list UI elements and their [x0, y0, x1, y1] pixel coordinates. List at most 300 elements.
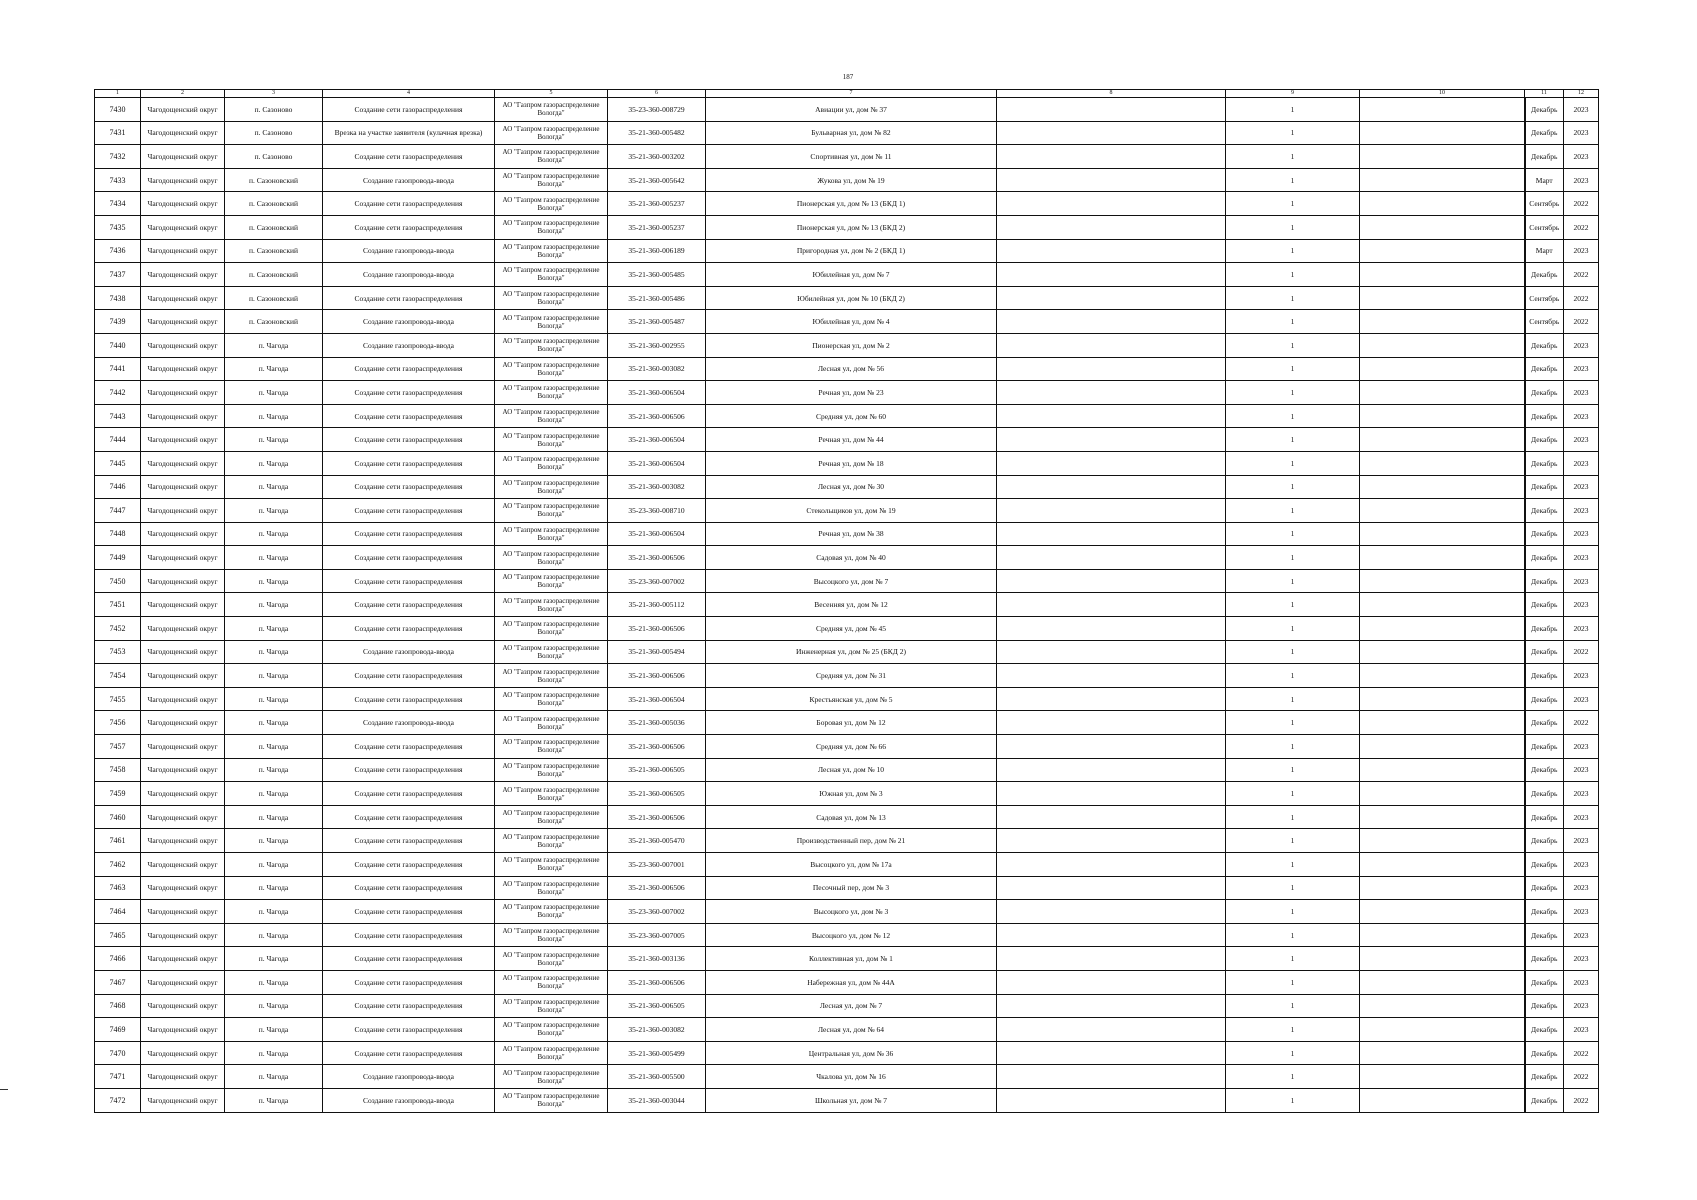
quantity-cell: 1 — [1226, 1065, 1360, 1089]
empty-cell — [997, 475, 1226, 499]
row-number-cell: 7468 — [95, 994, 141, 1018]
table-row — [95, 617, 1599, 641]
district-cell: Чагодощенский округ — [141, 617, 225, 641]
district-cell: Чагодощенский округ — [141, 428, 225, 452]
empty-cell — [997, 569, 1226, 593]
settlement-cell: п. Чагода — [225, 970, 323, 994]
address-cell: Юбилейная ул, дом № 7 — [706, 263, 997, 287]
work-type-cell: Создание сети газораспределения — [323, 404, 495, 428]
district-cell: Чагодощенский округ — [141, 970, 225, 994]
quantity-cell: 1 — [1226, 876, 1360, 900]
row-number-cell: 7461 — [95, 829, 141, 853]
empty-cell — [997, 782, 1226, 806]
empty-cell — [1360, 664, 1525, 688]
column-number-header: 8 — [997, 90, 1226, 98]
cadastral-number-cell: 35-21-360-006505 — [608, 782, 706, 806]
district-cell: Чагодощенский округ — [141, 994, 225, 1018]
address-cell: Речная ул, дом № 38 — [706, 522, 997, 546]
organization-cell: АО "Газпром газораспределение Вологда" — [495, 923, 608, 947]
district-cell: Чагодощенский округ — [141, 711, 225, 735]
settlement-cell: п. Чагода — [225, 593, 323, 617]
address-cell: Речная ул, дом № 23 — [706, 381, 997, 405]
month-cell: Декабрь — [1525, 1041, 1564, 1065]
table-row — [95, 499, 1599, 523]
cadastral-number-cell: 35-21-360-003202 — [608, 145, 706, 169]
table-row — [95, 664, 1599, 688]
row-number-cell: 7467 — [95, 970, 141, 994]
row-number-cell: 7450 — [95, 569, 141, 593]
organization-cell: АО "Газпром газораспределение Вологда" — [495, 829, 608, 853]
address-cell: Высоцкого ул, дом № 7 — [706, 569, 997, 593]
district-cell: Чагодощенский округ — [141, 475, 225, 499]
year-cell: 2023 — [1564, 98, 1599, 122]
address-cell: Производственный пер, дом № 21 — [706, 829, 997, 853]
table-row — [95, 522, 1599, 546]
empty-cell — [1360, 687, 1525, 711]
empty-cell — [1360, 711, 1525, 735]
column-number-header: 6 — [608, 90, 706, 98]
empty-cell — [997, 994, 1226, 1018]
work-type-cell: Создание газопровода-ввода — [323, 1088, 495, 1112]
work-type-cell: Создание сети газораспределения — [323, 617, 495, 641]
address-cell: Высоцкого ул, дом № 3 — [706, 900, 997, 924]
quantity-cell: 1 — [1226, 451, 1360, 475]
empty-cell — [997, 428, 1226, 452]
organization-cell: АО "Газпром газораспределение Вологда" — [495, 98, 608, 122]
month-cell: Сентябрь — [1525, 286, 1564, 310]
address-cell: Коллективная ул, дом № 1 — [706, 947, 997, 971]
district-cell: Чагодощенский округ — [141, 98, 225, 122]
column-number-header: 11 — [1525, 90, 1564, 98]
month-cell: Декабрь — [1525, 711, 1564, 735]
work-type-cell: Создание сети газораспределения — [323, 923, 495, 947]
address-cell: Чкалова ул, дом № 16 — [706, 1065, 997, 1089]
work-type-cell: Создание сети газораспределения — [323, 428, 495, 452]
address-cell: Стекольщиков ул, дом № 19 — [706, 499, 997, 523]
work-type-cell: Создание газопровода-ввода — [323, 168, 495, 192]
year-cell: 2022 — [1564, 192, 1599, 216]
month-cell: Декабрь — [1525, 687, 1564, 711]
row-number-cell: 7465 — [95, 923, 141, 947]
quantity-cell: 1 — [1226, 522, 1360, 546]
settlement-cell: п. Чагода — [225, 617, 323, 641]
quantity-cell: 1 — [1226, 664, 1360, 688]
empty-cell — [997, 192, 1226, 216]
cadastral-number-cell: 35-21-360-006506 — [608, 876, 706, 900]
organization-cell: АО "Газпром газораспределение Вологда" — [495, 1018, 608, 1042]
year-cell: 2022 — [1564, 1065, 1599, 1089]
empty-cell — [997, 451, 1226, 475]
year-cell: 2023 — [1564, 923, 1599, 947]
column-number-header: 5 — [495, 90, 608, 98]
quantity-cell: 1 — [1226, 310, 1360, 334]
organization-cell: АО "Газпром газораспределение Вологда" — [495, 1041, 608, 1065]
empty-cell — [1360, 451, 1525, 475]
cadastral-number-cell: 35-21-360-006506 — [608, 805, 706, 829]
quantity-cell: 1 — [1226, 640, 1360, 664]
quantity-cell: 1 — [1226, 1041, 1360, 1065]
quantity-cell: 1 — [1226, 286, 1360, 310]
empty-cell — [997, 970, 1226, 994]
work-type-cell: Создание сети газораспределения — [323, 1041, 495, 1065]
organization-cell: АО "Газпром газораспределение Вологда" — [495, 853, 608, 877]
row-number-cell: 7432 — [95, 145, 141, 169]
quantity-cell: 1 — [1226, 805, 1360, 829]
empty-cell — [1360, 215, 1525, 239]
column-number-header: 4 — [323, 90, 495, 98]
row-number-cell: 7471 — [95, 1065, 141, 1089]
year-cell: 2022 — [1564, 215, 1599, 239]
month-cell: Декабрь — [1525, 970, 1564, 994]
year-cell: 2023 — [1564, 593, 1599, 617]
empty-cell — [997, 876, 1226, 900]
empty-cell — [1360, 145, 1525, 169]
table-row — [95, 286, 1599, 310]
cadastral-number-cell: 35-21-360-006504 — [608, 687, 706, 711]
month-cell: Декабрь — [1525, 617, 1564, 641]
month-cell: Декабрь — [1525, 923, 1564, 947]
quantity-cell: 1 — [1226, 1088, 1360, 1112]
cadastral-number-cell: 35-21-360-005470 — [608, 829, 706, 853]
year-cell: 2022 — [1564, 1041, 1599, 1065]
month-cell: Декабрь — [1525, 546, 1564, 570]
cadastral-number-cell: 35-21-360-003082 — [608, 1018, 706, 1042]
month-cell: Декабрь — [1525, 404, 1564, 428]
table-row — [95, 310, 1599, 334]
empty-cell — [1360, 168, 1525, 192]
settlement-cell: п. Сазоново — [225, 121, 323, 145]
empty-cell — [997, 947, 1226, 971]
empty-cell — [997, 617, 1226, 641]
address-cell: Пионерская ул, дом № 2 — [706, 333, 997, 357]
work-type-cell: Создание сети газораспределения — [323, 381, 495, 405]
address-cell: Юбилейная ул, дом № 4 — [706, 310, 997, 334]
settlement-cell: п. Сазоновский — [225, 239, 323, 263]
district-cell: Чагодощенский округ — [141, 145, 225, 169]
table-row — [95, 994, 1599, 1018]
column-number-header: 7 — [706, 90, 997, 98]
row-number-cell: 7433 — [95, 168, 141, 192]
empty-cell — [997, 215, 1226, 239]
empty-cell — [1360, 900, 1525, 924]
district-cell: Чагодощенский округ — [141, 404, 225, 428]
address-cell: Центральная ул, дом № 36 — [706, 1041, 997, 1065]
cadastral-number-cell: 35-21-360-005112 — [608, 593, 706, 617]
organization-cell: АО "Газпром газораспределение Вологда" — [495, 664, 608, 688]
cadastral-number-cell: 35-23-360-008729 — [608, 98, 706, 122]
empty-cell — [997, 263, 1226, 287]
empty-cell — [997, 357, 1226, 381]
address-cell: Весенняя ул, дом № 12 — [706, 593, 997, 617]
empty-cell — [1360, 263, 1525, 287]
cadastral-number-cell: 35-21-360-005642 — [608, 168, 706, 192]
row-number-cell: 7449 — [95, 546, 141, 570]
cadastral-number-cell: 35-21-360-003082 — [608, 475, 706, 499]
quantity-cell: 1 — [1226, 782, 1360, 806]
organization-cell: АО "Газпром газораспределение Вологда" — [495, 711, 608, 735]
district-cell: Чагодощенский округ — [141, 286, 225, 310]
cadastral-number-cell: 35-21-360-005237 — [608, 192, 706, 216]
quantity-cell: 1 — [1226, 263, 1360, 287]
cadastral-number-cell: 35-23-360-007002 — [608, 569, 706, 593]
cadastral-number-cell: 35-21-360-006504 — [608, 428, 706, 452]
empty-cell — [997, 499, 1226, 523]
district-cell: Чагодощенский округ — [141, 947, 225, 971]
organization-cell: АО "Газпром газораспределение Вологда" — [495, 239, 608, 263]
empty-cell — [1360, 1041, 1525, 1065]
settlement-cell: п. Чагода — [225, 923, 323, 947]
work-type-cell: Создание сети газораспределения — [323, 664, 495, 688]
organization-cell: АО "Газпром газораспределение Вологда" — [495, 1065, 608, 1089]
organization-cell: АО "Газпром газораспределение Вологда" — [495, 593, 608, 617]
work-type-cell: Создание сети газораспределения — [323, 758, 495, 782]
settlement-cell: п. Чагода — [225, 451, 323, 475]
row-number-cell: 7440 — [95, 333, 141, 357]
quantity-cell: 1 — [1226, 735, 1360, 759]
work-type-cell: Создание сети газораспределения — [323, 687, 495, 711]
quantity-cell: 1 — [1226, 923, 1360, 947]
column-number-header: 9 — [1226, 90, 1360, 98]
row-number-cell: 7458 — [95, 758, 141, 782]
address-cell: Лесная ул, дом № 7 — [706, 994, 997, 1018]
cadastral-number-cell: 35-21-360-006505 — [608, 758, 706, 782]
organization-cell: АО "Газпром газораспределение Вологда" — [495, 758, 608, 782]
district-cell: Чагодощенский округ — [141, 121, 225, 145]
year-cell: 2023 — [1564, 782, 1599, 806]
cadastral-number-cell: 35-21-360-006506 — [608, 404, 706, 428]
cadastral-number-cell: 35-21-360-006505 — [608, 994, 706, 1018]
empty-cell — [997, 404, 1226, 428]
table-row — [95, 263, 1599, 287]
district-cell: Чагодощенский округ — [141, 1041, 225, 1065]
row-number-cell: 7434 — [95, 192, 141, 216]
district-cell: Чагодощенский округ — [141, 239, 225, 263]
settlement-cell: п. Чагода — [225, 333, 323, 357]
row-number-cell: 7446 — [95, 475, 141, 499]
cadastral-number-cell: 35-21-360-002955 — [608, 333, 706, 357]
empty-cell — [1360, 853, 1525, 877]
quantity-cell: 1 — [1226, 168, 1360, 192]
district-cell: Чагодощенский округ — [141, 923, 225, 947]
work-type-cell: Создание сети газораспределения — [323, 805, 495, 829]
settlement-cell: п. Чагода — [225, 640, 323, 664]
work-type-cell: Создание сети газораспределения — [323, 98, 495, 122]
settlement-cell: п. Чагода — [225, 994, 323, 1018]
table-row — [95, 947, 1599, 971]
table-row — [95, 428, 1599, 452]
work-type-cell: Создание сети газораспределения — [323, 876, 495, 900]
table-row — [95, 758, 1599, 782]
year-cell: 2023 — [1564, 569, 1599, 593]
year-cell: 2023 — [1564, 829, 1599, 853]
organization-cell: АО "Газпром газораспределение Вологда" — [495, 404, 608, 428]
empty-cell — [1360, 98, 1525, 122]
district-cell: Чагодощенский округ — [141, 381, 225, 405]
empty-cell — [997, 1065, 1226, 1089]
table-row — [95, 593, 1599, 617]
cadastral-number-cell: 35-21-360-005036 — [608, 711, 706, 735]
organization-cell: АО "Газпром газораспределение Вологда" — [495, 333, 608, 357]
quantity-cell: 1 — [1226, 475, 1360, 499]
quantity-cell: 1 — [1226, 900, 1360, 924]
row-number-cell: 7472 — [95, 1088, 141, 1112]
table-row — [95, 168, 1599, 192]
cadastral-number-cell: 35-23-360-007001 — [608, 853, 706, 877]
empty-cell — [1360, 357, 1525, 381]
row-number-cell: 7464 — [95, 900, 141, 924]
work-type-cell: Создание сети газораспределения — [323, 569, 495, 593]
address-cell: Речная ул, дом № 18 — [706, 451, 997, 475]
empty-cell — [997, 286, 1226, 310]
cadastral-number-cell: 35-23-360-007002 — [608, 900, 706, 924]
column-number-row — [95, 90, 1599, 98]
table-row — [95, 923, 1599, 947]
address-cell: Высоцкого ул, дом № 17а — [706, 853, 997, 877]
empty-cell — [997, 1041, 1226, 1065]
year-cell: 2023 — [1564, 475, 1599, 499]
table-row — [95, 192, 1599, 216]
margin-mark — [0, 1089, 8, 1090]
settlement-cell: п. Чагода — [225, 829, 323, 853]
organization-cell: АО "Газпром газораспределение Вологда" — [495, 522, 608, 546]
month-cell: Декабрь — [1525, 640, 1564, 664]
organization-cell: АО "Газпром газораспределение Вологда" — [495, 970, 608, 994]
month-cell: Декабрь — [1525, 451, 1564, 475]
table-row — [95, 900, 1599, 924]
column-number-header: 3 — [225, 90, 323, 98]
address-cell: Лесная ул, дом № 64 — [706, 1018, 997, 1042]
cadastral-number-cell: 35-21-360-006506 — [608, 617, 706, 641]
empty-cell — [1360, 381, 1525, 405]
month-cell: Декабрь — [1525, 664, 1564, 688]
empty-cell — [997, 522, 1226, 546]
address-cell: Школьная ул, дом № 7 — [706, 1088, 997, 1112]
empty-cell — [1360, 1088, 1525, 1112]
address-cell: Авиации ул, дом № 37 — [706, 98, 997, 122]
work-type-cell: Создание газопровода-ввода — [323, 333, 495, 357]
district-cell: Чагодощенский округ — [141, 640, 225, 664]
empty-cell — [997, 664, 1226, 688]
settlement-cell: п. Чагода — [225, 735, 323, 759]
table-row — [95, 829, 1599, 853]
organization-cell: АО "Газпром газораспределение Вологда" — [495, 994, 608, 1018]
work-type-cell: Создание сети газораспределения — [323, 782, 495, 806]
address-cell: Юбилейная ул, дом № 10 (БКД 2) — [706, 286, 997, 310]
month-cell: Декабрь — [1525, 1065, 1564, 1089]
month-cell: Декабрь — [1525, 263, 1564, 287]
empty-cell — [1360, 735, 1525, 759]
settlement-cell: п. Чагода — [225, 664, 323, 688]
row-number-cell: 7442 — [95, 381, 141, 405]
cadastral-number-cell: 35-21-360-005500 — [608, 1065, 706, 1089]
row-number-cell: 7452 — [95, 617, 141, 641]
settlement-cell: п. Чагода — [225, 1018, 323, 1042]
row-number-cell: 7469 — [95, 1018, 141, 1042]
year-cell: 2023 — [1564, 357, 1599, 381]
table-row — [95, 475, 1599, 499]
table-row — [95, 1018, 1599, 1042]
district-cell: Чагодощенский округ — [141, 735, 225, 759]
empty-cell — [997, 923, 1226, 947]
quantity-cell: 1 — [1226, 546, 1360, 570]
settlement-cell: п. Чагода — [225, 357, 323, 381]
table-row — [95, 1065, 1599, 1089]
year-cell: 2022 — [1564, 286, 1599, 310]
work-type-cell: Создание сети газораспределения — [323, 593, 495, 617]
empty-cell — [1360, 286, 1525, 310]
quantity-cell: 1 — [1226, 947, 1360, 971]
empty-cell — [1360, 640, 1525, 664]
district-cell: Чагодощенский округ — [141, 310, 225, 334]
organization-cell: АО "Газпром газораспределение Вологда" — [495, 121, 608, 145]
settlement-cell: п. Чагода — [225, 853, 323, 877]
table-row — [95, 735, 1599, 759]
district-cell: Чагодощенский округ — [141, 853, 225, 877]
empty-cell — [997, 711, 1226, 735]
organization-cell: АО "Газпром газораспределение Вологда" — [495, 286, 608, 310]
empty-cell — [1360, 310, 1525, 334]
row-number-cell: 7444 — [95, 428, 141, 452]
address-cell: Средняя ул, дом № 60 — [706, 404, 997, 428]
empty-cell — [997, 121, 1226, 145]
year-cell: 2023 — [1564, 239, 1599, 263]
cadastral-number-cell: 35-21-360-006504 — [608, 451, 706, 475]
organization-cell: АО "Газпром газораспределение Вологда" — [495, 145, 608, 169]
year-cell: 2023 — [1564, 333, 1599, 357]
organization-cell: АО "Газпром газораспределение Вологда" — [495, 192, 608, 216]
settlement-cell: п. Сазоново — [225, 98, 323, 122]
table-row — [95, 145, 1599, 169]
empty-cell — [1360, 758, 1525, 782]
empty-cell — [1360, 475, 1525, 499]
quantity-cell: 1 — [1226, 145, 1360, 169]
work-type-cell: Врезка на участке заявителя (кулачная врезка) — [323, 121, 495, 145]
organization-cell: АО "Газпром газораспределение Вологда" — [495, 215, 608, 239]
cadastral-number-cell: 35-21-360-005486 — [608, 286, 706, 310]
year-cell: 2023 — [1564, 522, 1599, 546]
month-cell: Декабрь — [1525, 475, 1564, 499]
district-cell: Чагодощенский округ — [141, 1018, 225, 1042]
district-cell: Чагодощенский округ — [141, 805, 225, 829]
district-cell: Чагодощенский округ — [141, 876, 225, 900]
year-cell: 2023 — [1564, 664, 1599, 688]
empty-cell — [1360, 569, 1525, 593]
month-cell: Декабрь — [1525, 593, 1564, 617]
table-row — [95, 357, 1599, 381]
organization-cell: АО "Газпром газораспределение Вологда" — [495, 617, 608, 641]
quantity-cell: 1 — [1226, 994, 1360, 1018]
quantity-cell: 1 — [1226, 428, 1360, 452]
column-number-header: 12 — [1564, 90, 1599, 98]
settlement-cell: п. Чагода — [225, 805, 323, 829]
year-cell: 2023 — [1564, 1018, 1599, 1042]
settlement-cell: п. Сазоновский — [225, 192, 323, 216]
settlement-cell: п. Чагода — [225, 687, 323, 711]
cadastral-number-cell: 35-21-360-003082 — [608, 357, 706, 381]
empty-cell — [1360, 121, 1525, 145]
year-cell: 2023 — [1564, 853, 1599, 877]
table-row — [95, 404, 1599, 428]
empty-cell — [1360, 617, 1525, 641]
district-cell: Чагодощенский округ — [141, 546, 225, 570]
empty-cell — [1360, 404, 1525, 428]
month-cell: Декабрь — [1525, 522, 1564, 546]
empty-cell — [1360, 876, 1525, 900]
settlement-cell: п. Сазоновский — [225, 215, 323, 239]
district-cell: Чагодощенский округ — [141, 1065, 225, 1089]
address-cell: Садовая ул, дом № 40 — [706, 546, 997, 570]
empty-cell — [997, 735, 1226, 759]
